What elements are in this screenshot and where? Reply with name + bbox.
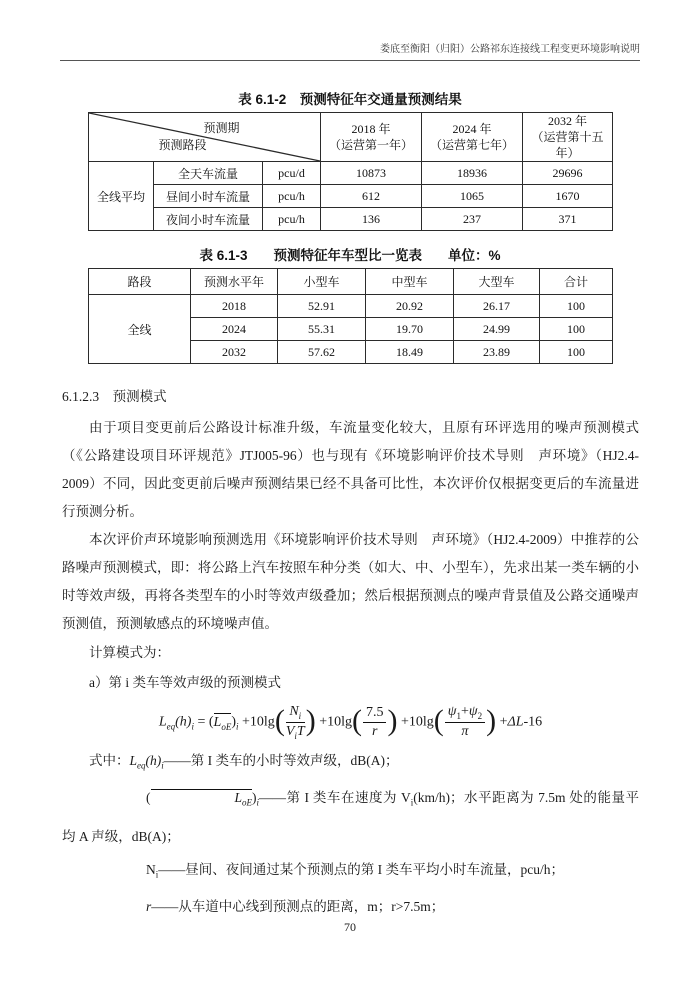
table-row: 全线 2018 52.91 20.92 26.17 100 — [89, 295, 613, 318]
definition-ni: $N_i——$昼间、夜间通过某个预测点的第 I 类车平均小时车流量，pcu/h； — [146, 861, 565, 880]
diagonal-divider — [89, 113, 320, 161]
item-a-label: a）第 i 类车等效声级的预测模式 — [89, 675, 281, 690]
table1-title: 表 6.1-2 预测特征年交通量预测结果 — [238, 92, 462, 107]
section-heading: 6.1.2.3 预测模式 — [62, 389, 167, 404]
noise-prediction-formula: $L_{eq}(h)_i = (L_{oE})_i +10\lg$( $\frac{N_i}{V_iT}$ ) +10lg( $\frac{7.5}{r}$ ) +10lg( $\frac{\psi_1+\psi_2}{\pi}$ ) +ΔL-16 — [158, 704, 543, 741]
paragraph: 由于项目变更前后公路设计标准升级，车流量变化较大，且原有环评选用的噪声预测模式（《公路建设项目环评规范》JTJ005-96）也与现有《环境影响评价技术导则 声环境》（HJ2.4-2009）不同，因此变更前后噪声预测结果已经不具备可比性，本次评价仅根据变更后的车流量进行预测分析。 — [62, 420, 639, 519]
table1-header-row — [89, 113, 613, 162]
page-header — [60, 40, 640, 61]
table2-title: 表 6.1-3 预测特征年车型比一览表 单位：% — [199, 248, 501, 263]
fraction-Ni-ViT: $\frac{N_i}{V_iT}$ — [285, 704, 305, 741]
table-row: 全线平均 全天车流量 pcu/d 10873 18936 29696 — [89, 162, 613, 185]
definition-loe: ( $L_{oE})_i——$第 I 类车在速度为 $V_i(km/h)$；水平距离为 7.5m 处的能量平均 A 声级，dB(A)； — [62, 790, 640, 844]
paragraph: 本次评价声环境影响预测选用《环境影响评价技术导则 声环境》（HJ2.4-2009）中推荐的公路噪声预测模式，即：将公路上汽车按照车种分类（如大、中、小型车），先求出某一类车辆的小时等效声级，再将各类型车的小时等效声级叠加；然后根据预测点的噪声背景值及公路交通噪声预测值，预测敏感点的环境噪声值。 — [62, 532, 639, 631]
overline-LoE: $L_{oE}$ — [213, 714, 232, 732]
table-row: 昼间小时车流量 pcu/h 612 1065 1670 — [89, 185, 613, 208]
calc-label: 计算模式为： — [89, 645, 170, 660]
definition-r: r——从车道中心线到预测点的距离，m；r>7.5m； — [146, 898, 445, 914]
table-row: 2032 57.62 18.49 23.89 100 — [89, 341, 613, 364]
table-row: 2024 55.31 19.70 24.99 100 — [89, 318, 613, 341]
table1-col-2032: 2032 年 （运营第十五年） — [523, 113, 613, 162]
vehicle-type-ratio-table — [88, 268, 613, 364]
table2-group-label: 全线 — [89, 295, 191, 364]
body-text — [62, 382, 639, 922]
table1-col-2018: 2018 年 （运营第一年） — [321, 113, 422, 162]
fraction-psi-pi: $\frac{\psi_1+\psi_2}{\pi}$ — [445, 704, 485, 740]
fraction-7p5-r: $\frac{7.5}{r}$ — [363, 705, 387, 740]
doc-title: 娄底至衡阳（归阳）公路祁东连接线工程变更环境影响说明 — [380, 44, 640, 55]
table1-corner-cell — [89, 113, 321, 162]
table-row: 夜间小时车流量 pcu/h 136 237 371 — [89, 208, 613, 231]
corner-label-period: 预测期 — [203, 121, 240, 135]
table2-header-row: 路段 预测水平年 小型车 中型车 大型车 合计 — [89, 269, 613, 295]
overline-LoE: $L_{oE}$ — [151, 789, 253, 809]
corner-label-segment: 预测路段 — [158, 138, 207, 152]
definition-leq: 式中：$L_{eq}(h)_i——$第 I 类车的小时等效声级，dB(A)； — [89, 752, 399, 771]
page-number: 70 — [344, 920, 356, 934]
table1-group-label: 全线平均 — [89, 162, 154, 231]
traffic-volume-table — [88, 112, 613, 231]
table1-col-2024: 2024 年 （运营第七年） — [422, 113, 523, 162]
